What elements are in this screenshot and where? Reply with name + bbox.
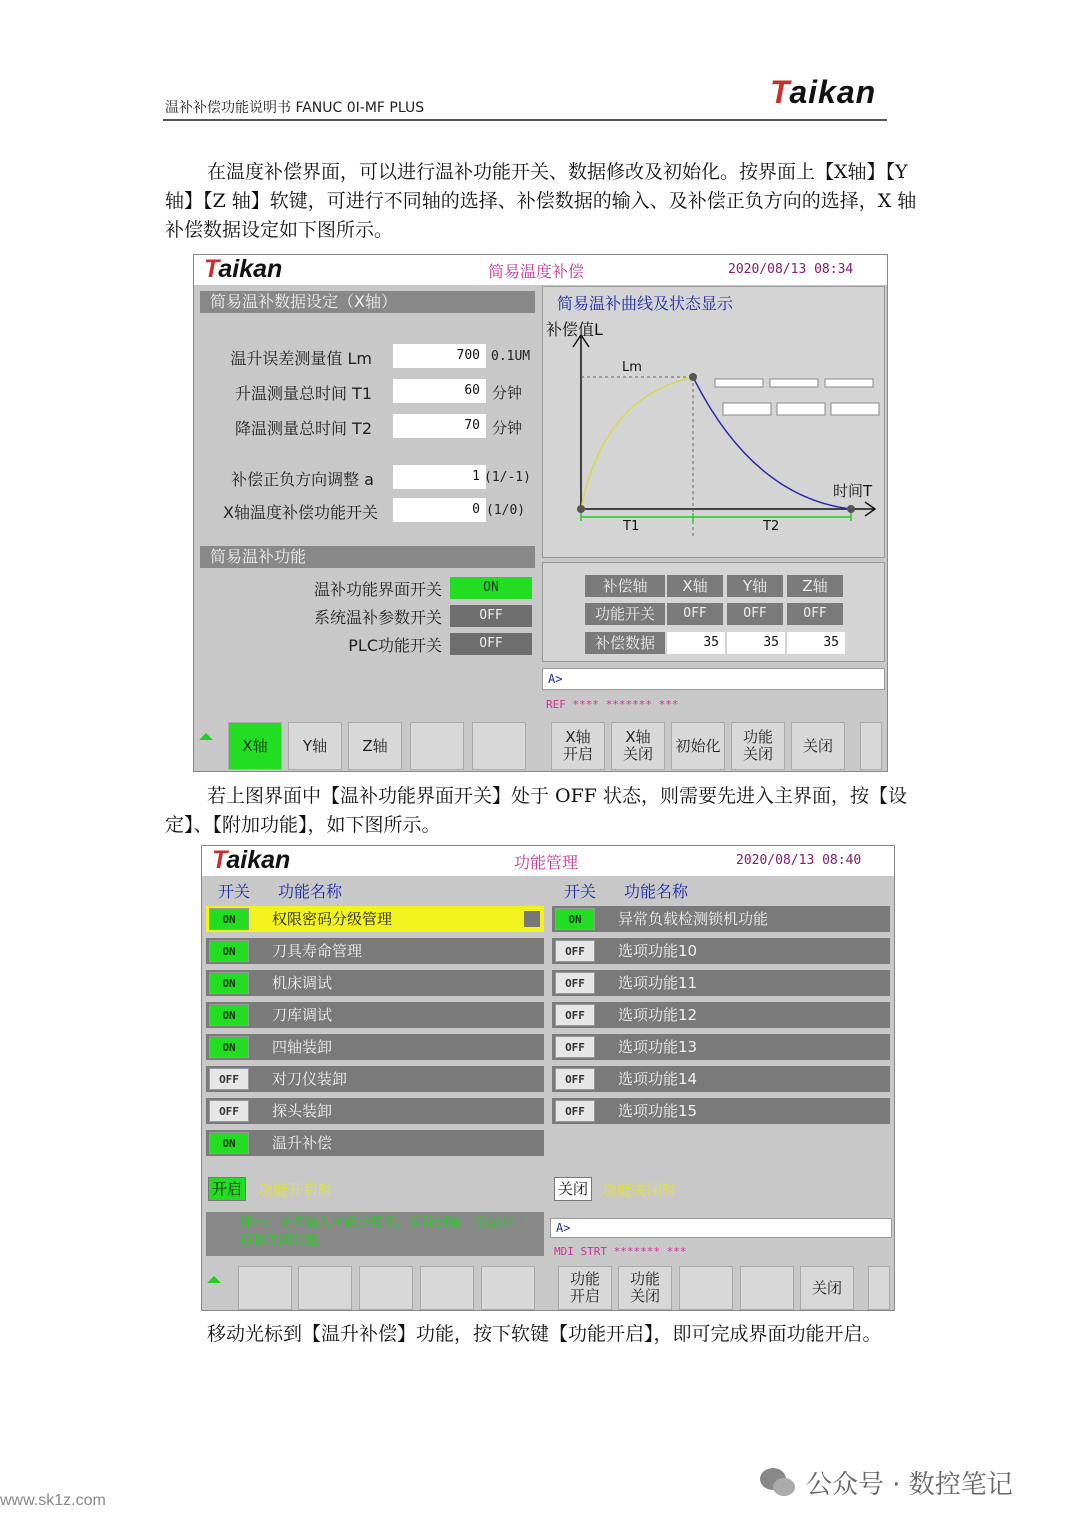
field-label-dir: 补偿正负方向调整 a [231,470,374,489]
softkey-x-off[interactable]: X轴 关闭 [611,722,665,770]
wechat-icon [758,1465,798,1499]
curve-y-label: 补偿值L [546,320,603,339]
selection-marker [524,911,540,927]
softkey-x-axis[interactable]: X轴 [228,722,282,770]
screen2-title: 功能管理 [514,853,579,872]
function-row[interactable]: OFF 选项功能13 [552,1034,890,1060]
status-bar-2: MDI STRT ******* *** [554,1245,687,1258]
paragraph-3: 移动光标到【温升补偿】功能，按下软键【功能开启】，即可完成界面功能开启。 [207,1323,882,1345]
watermark-text: 公众号 · 数控笔记 [806,1470,1013,1500]
function-manage-screen [201,845,895,1311]
field-input-t2[interactable]: 70 [393,414,486,438]
switch-label-sys: 系统温补参数开关 [313,608,442,627]
screen2-datetime: 2020/08/13 08:40 [736,853,862,868]
function-row[interactable]: ON 刀具寿命管理 [206,938,544,964]
curve-peak-label: Lm [622,360,642,375]
curve-x-label: 时间T [833,482,873,500]
softkey-z-axis[interactable]: Z轴 [348,722,402,770]
screen-logo: Taikan [204,255,283,283]
func-section-header: 简易温补功能 [200,546,535,568]
screen2-title-bar [202,846,894,876]
curve-title: 简易温补曲线及状态显示 [557,294,734,313]
brand-logo [770,74,876,111]
softkey-blank-1[interactable] [410,722,464,770]
command-input[interactable]: A> [542,668,885,690]
hint-on-text: 功能开启时 [258,1181,334,1199]
command-input-2[interactable]: A> [550,1218,892,1238]
switch-label-ui: 温补功能界面开关 [313,580,442,599]
switch-ui-toggle[interactable]: ON [450,577,532,599]
function-row[interactable]: OFF 探头装卸 [206,1098,544,1124]
switch-sys-toggle[interactable]: OFF [450,605,532,627]
table-header-z: Z轴 [787,575,843,597]
table-data-y[interactable]: 35 [727,632,785,654]
notice-panel [206,1212,544,1256]
axis-status-table [542,562,885,662]
softkey2-blank-2[interactable] [298,1266,352,1310]
softkey-func-off[interactable]: 功能 关闭 [731,722,785,770]
brand-logo-rest: aikan [789,74,877,110]
temp-curve-graph [543,287,886,559]
switch-plc-toggle[interactable]: OFF [450,633,532,655]
curve-t1-label: T1 [623,519,640,534]
end-point [847,505,855,513]
field-label-switch: X轴温度补偿功能开关 [223,503,378,522]
right-col-name-header: 功能名称 [624,882,689,901]
switch-label-plc: PLC功能开关 [348,636,442,655]
function-row[interactable]: OFF 对刀仪装卸 [206,1066,544,1092]
softkey2-blank-3[interactable] [359,1266,413,1310]
fall-curve [693,377,851,509]
function-row[interactable]: ON 权限密码分级管理 [206,906,544,932]
function-row[interactable]: ON 异常负载检测锁机功能 [552,906,890,932]
origin-point [577,505,585,513]
function-row[interactable]: OFF 选项功能11 [552,970,890,996]
doc-header-title: 温补补偿功能说明书 FANUC 0I-MF PLUS [165,100,425,116]
softkey2-blank-7[interactable] [740,1266,794,1310]
table-switch-y: OFF [727,603,783,625]
page-up-icon-2[interactable] [207,1276,221,1283]
softkey-y-axis[interactable]: Y轴 [288,722,342,770]
field-input-switch[interactable]: 0 [393,498,486,522]
function-row[interactable]: ON 四轴装卸 [206,1034,544,1060]
softkey2-blank-4[interactable] [420,1266,474,1310]
table-row1-label: 功能开关 [585,603,665,625]
field-unit-dir: (1/-1) [484,470,531,485]
table-switch-x: OFF [667,603,723,625]
table-header-x: X轴 [667,575,723,597]
screen-title: 简易温度补偿 [488,262,585,281]
softkey2-blank-6[interactable] [679,1266,733,1310]
rise-curve [581,377,693,509]
table-data-z[interactable]: 35 [787,632,845,654]
left-col-name-header: 功能名称 [278,882,343,901]
softkey-next[interactable] [860,722,882,770]
field-unit-t1: 分钟 [492,384,523,402]
curve-panel [542,286,885,558]
function-row[interactable]: ON 温升补偿 [206,1130,544,1156]
brand-logo-t: T [770,74,790,110]
field-input-lm[interactable]: 700 [393,344,486,368]
curve-t2-label: T2 [763,519,780,534]
function-row[interactable]: OFF 选项功能12 [552,1002,890,1028]
peak-point [689,373,697,381]
softkey2-blank-5[interactable] [481,1266,535,1310]
field-unit-switch: (1/0) [486,503,526,518]
table-switch-z: OFF [787,603,843,625]
hint-off-button: 关闭 [554,1177,592,1201]
screen2-logo: Taikan [212,846,291,874]
table-data-x[interactable]: 35 [667,632,725,654]
paragraph-2: 若上图界面中【温补功能界面开关】处于 OFF 状态，则需要先进入主界面，按【设定】、【附加功能】，如下图所示。 [165,785,908,836]
table-row2-label: 补偿数据 [585,632,665,654]
hint-off-text: 功能关闭时 [602,1181,678,1199]
softkey2-next[interactable] [868,1266,890,1310]
softkey2-close[interactable]: 关闭 [800,1266,854,1310]
function-row[interactable]: OFF 选项功能10 [552,938,890,964]
softkey-blank-2[interactable] [472,722,526,770]
hint-on-button: 开启 [208,1177,246,1201]
field-input-t1[interactable]: 60 [393,379,486,403]
softkey-func-disable[interactable]: 功能 关闭 [618,1266,672,1310]
function-row[interactable]: ON 刀库调试 [206,1002,544,1028]
data-section-header: 简易温补数据设定（X轴） [200,291,535,313]
page-up-icon[interactable] [199,733,213,740]
screen-title-bar [194,255,887,285]
notice-text: 提示：请先输入密码后操作，返回到第一页面时开启和关闭功能。 [240,1216,527,1248]
function-row[interactable]: OFF 选项功能15 [552,1098,890,1124]
site-url: www.sk1z.com [0,1492,106,1509]
left-col-switch-header: 开关 [218,882,251,901]
softkey-func-enable[interactable]: 功能 开启 [558,1266,612,1310]
temp-comp-screen [193,254,888,772]
header-rule [163,119,887,121]
softkey-x-on[interactable]: X轴 开启 [551,722,605,770]
function-row[interactable]: OFF 选项功能14 [552,1066,890,1092]
table-header-axis: 补偿轴 [585,575,665,597]
softkey-initialize[interactable]: 初始化 [671,722,725,770]
field-label-t2: 降温测量总时间 T2 [234,419,372,438]
softkey2-blank-1[interactable] [238,1266,292,1310]
softkey-close[interactable]: 关闭 [791,722,845,770]
field-label-t1: 升温测量总时间 T1 [234,384,372,403]
field-label-lm: 温升误差测量值 Lm [230,349,372,368]
paragraph-1: 在温度补偿界面，可以进行温补功能开关、数据修改及初始化。按界面上【X轴】【Y 轴】【Z 轴】软键，可进行不同轴的选择、补偿数据的输入、及补偿正负方向的选择，X 轴补偿数据设定如下图所示。 [165,161,917,241]
function-row[interactable]: ON 机床调试 [206,970,544,996]
table-header-y: Y轴 [727,575,783,597]
field-input-dir[interactable]: 1 [393,465,486,489]
screen-datetime: 2020/08/13 08:34 [728,262,854,277]
status-bar: REF **** ******* *** [546,698,679,711]
field-unit-t2: 分钟 [492,419,523,437]
right-col-switch-header: 开关 [564,882,597,901]
field-unit-lm: 0.1UM [491,349,531,364]
